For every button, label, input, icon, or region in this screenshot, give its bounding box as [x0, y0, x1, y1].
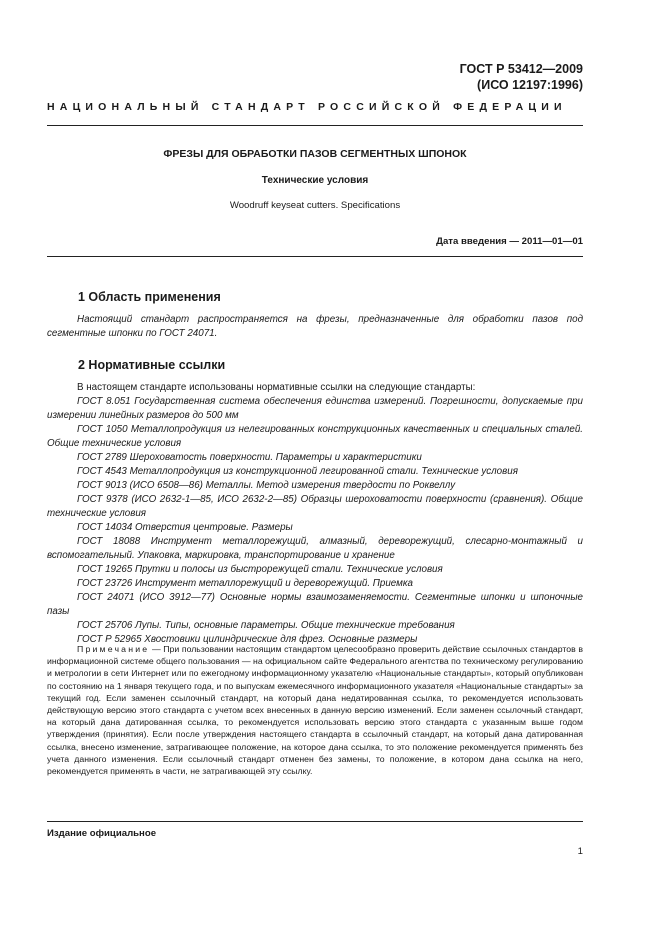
edition-label: Издание официальное	[47, 828, 157, 839]
page-number: 1	[577, 846, 583, 857]
standard-identifier	[460, 61, 583, 93]
title-divider	[47, 256, 583, 257]
english-title: Woodruff keyseat cutters. Specifications	[229, 200, 401, 211]
note-text: — При пользовании настоящим стандартом целесообразно проверить действие ссылочных стандартов в информационной системе общего пользования — на официальном сайте Федерального агентства по техническому регулированию и метрологии в сети Интернет или по ежегодному информационному указателю «Национальные стандарты», который опубликован по состоянию на 1 января текущего года, и по выпускам ежемесячного информационного указателя «Национальные стандарты» за текущий год. Если заменен ссылочный стандарт, на который дана недатированная ссылка, то рекомендуется использовать действующую версию этого стандарта с учетом всех внесенных в данную версию изменений. Если заменен ссылочный стандарт, на который дана датированная ссылка, то рекомендуется использовать версию этого стандарта с указанным выше годом утверждения (принятия). Если после утверждения настоящего стандарта в ссылочный стандарт, на который дана датированная ссылка, внесено изменение, затрагивающее положение, на которое дана ссылка, то это положение рекомендуется применять без учета данного изменения. Если ссылочный стандарт отменен без замены, то положение, в котором дана ссылка на него, рекомендуется применять в части, не затрагивающей эту ссылку.	[47, 644, 583, 777]
introduction-date: Дата введения — 2011—01—01	[436, 236, 583, 247]
reference-item: ГОСТ 4543 Металлопродукция из конструкционной легированной стали. Технические условия	[77, 466, 518, 477]
section-heading-references: 2 Нормативные ссылки	[78, 358, 226, 372]
note-label: Примечание	[77, 644, 150, 654]
reference-item: ГОСТ 2789 Шероховатость поверхности. Параметры и характеристики	[77, 452, 422, 463]
national-standard-banner: НАЦИОНАЛЬНЫЙ СТАНДАРТ РОССИЙСКОЙ ФЕДЕРАЦИИ	[47, 101, 567, 113]
references-block	[47, 381, 583, 647]
reference-item: ГОСТ 19265 Прутки и полосы из быстрорежущей стали. Технические условия	[77, 564, 443, 575]
standard-number: ГОСТ Р 53412—2009	[459, 62, 583, 76]
iso-number: (ИСО 12197:1996)	[477, 78, 583, 92]
reference-item: ГОСТ Р 52965 Хвостовики цилиндрические для фрез. Основные размеры	[77, 634, 418, 645]
document-title: ФРЕЗЫ ДЛЯ ОБРАБОТКИ ПАЗОВ СЕГМЕНТНЫХ ШПОНОК	[163, 148, 467, 160]
scope-paragraph: Настоящий стандарт распространяется на фрезы, предназначенные для обработки пазов под сегментные шпонки по ГОСТ 24071.	[47, 314, 583, 339]
header-divider	[47, 125, 583, 126]
reference-item: ГОСТ 24071 (ИСО 3912—77) Основные нормы взаимозаменяемости. Сегментные шпонки и шпоночные пазы	[47, 592, 583, 617]
reference-item: ГОСТ 9378 (ИСО 2632-1—85, ИСО 2632-2—85) Образцы шероховатости поверхности (сравнения). Общие технические условия	[47, 494, 583, 519]
reference-item: ГОСТ 1050 Металлопродукция из нелегированных конструкционных качественных и специальных сталей. Общие технические условия	[47, 424, 583, 449]
reference-item: ГОСТ 8.051 Государственная система обеспечения единства измерений. Погрешности, допускаемые при измерении линейных размеров до 500 мм	[47, 396, 583, 421]
reference-item: ГОСТ 18088 Инструмент металлорежущий, алмазный, дереворежущий, слесарно-монтажный и вспомогательный. Упаковка, маркировка, транспортирование и хранение	[47, 536, 583, 561]
reference-item: ГОСТ 14034 Отверстия центровые. Размеры	[77, 522, 293, 533]
reference-item: ГОСТ 23726 Инструмент металлорежущий и дереворежущий. Приемка	[77, 578, 413, 589]
reference-item: ГОСТ 25706 Лупы. Типы, основные параметры. Общие технические требования	[77, 620, 455, 631]
scope-block	[47, 313, 583, 341]
document-subtitle: Технические условия	[261, 175, 369, 186]
note-paragraph	[47, 643, 583, 777]
footer-divider	[47, 821, 583, 822]
reference-item: ГОСТ 9013 (ИСО 6508—86) Металлы. Метод измерения твердости по Роквеллу	[77, 480, 456, 491]
references-intro: В настоящем стандарте использованы нормативные ссылки на следующие стандарты:	[77, 382, 476, 393]
section-heading-scope: 1 Область применения	[78, 290, 221, 304]
